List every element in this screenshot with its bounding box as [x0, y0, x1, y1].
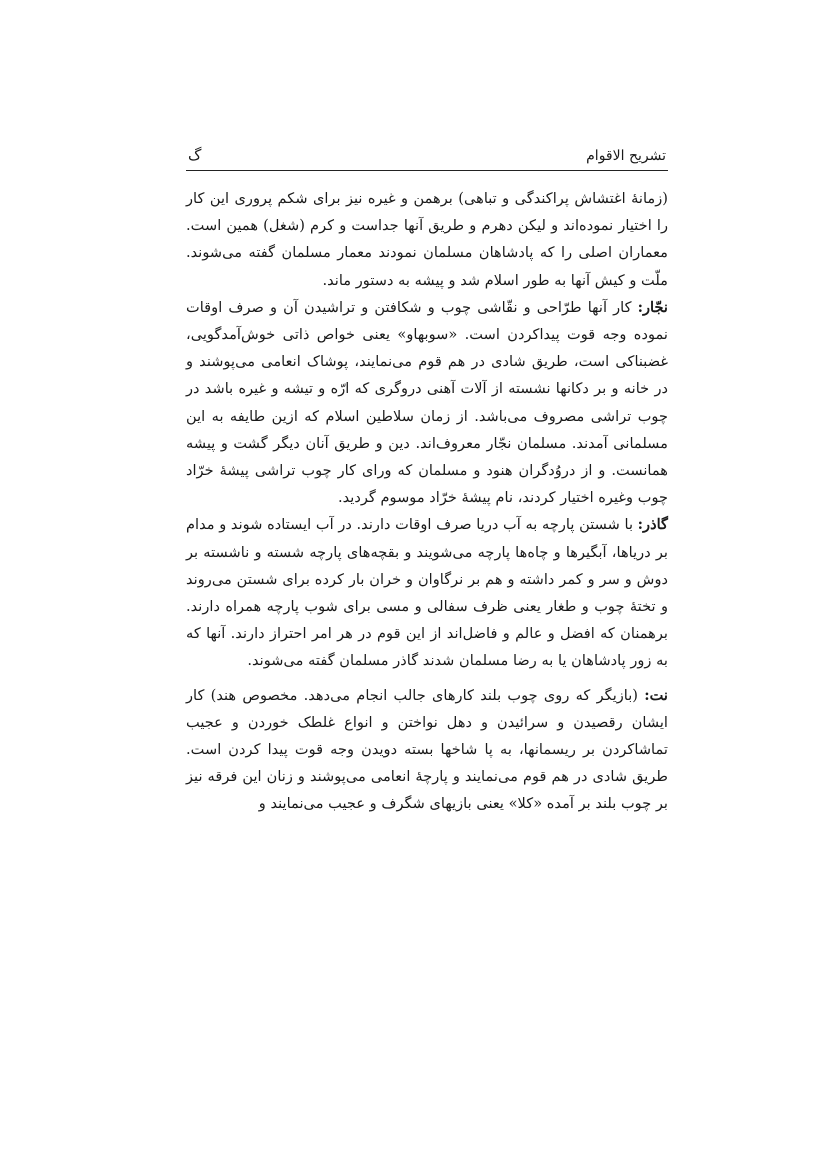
- page: [186, 146, 668, 818]
- entry-gazar: [186, 511, 668, 674]
- entry-term: گاذر:: [637, 516, 668, 534]
- paragraph-text: (زمانهٔ اغتشاش پراکندگی و تباهی) برهمن و غیره نیز برای شکم پروری این کار را اختیار نموده‌اند و لیکن دهرم و طریق آنها جداست و کرم (شغل) همین است. معماران اصلی را که پادشاهان مسلمان نمودند معمار مسلمان گفته می‌شوند. ملّت و کیش آنها به طور اسلام شد و پیشه به دستور ماند.: [186, 190, 668, 289]
- paragraph-intro: [186, 185, 668, 294]
- page-folio: گ: [188, 146, 202, 164]
- entry-text: با شستن پارچه به آب دریا صرف اوقات دارند. در آب ایستاده شوند و مدام بر دریاها، آبگیرها و چاه‌ها پارچه می‌شویند و بقچه‌های پارچه شسته و ناشسته بر دوش و سر و کمر داشته و هم بر نرگاوان و خران بار کرده برای شستن می‌روند و تختهٔ چوب و طغار یعنی ظرف سفالی و مسی برای شوب پارچه همراه دارند. برهمنان که افضل و عالم و فاضل‌اند از این قوم در هر امر احتراز دارند. آنها که به زور پادشاهان یا به رضا مسلمان شدند گاذر مسلمان گفته می‌شوند.: [186, 516, 668, 670]
- entry-term: نت:: [644, 686, 668, 704]
- entry-text: (بازیگر که روی چوب بلند کارهای جالب انجام می‌دهد. مخصوص هند) کار ایشان رقصیدن و سرائیدن و دهل نواختن و انواع غلطک خوردن و عجیب تماشاکردن بر ریسمانها، به پا شاخها بسته دویدن وجه قوت پیدا کردن است. طریق شادی در هم قوم می‌نمایند و پارچهٔ انعامی می‌پوشند و زنان این فرقه نیز بر چوب بلند بر آمده «کلا» یعنی بازیهای شگرف و عجیب می‌نمایند و: [186, 686, 668, 813]
- entry-text: کار آنها طرّاحی و نقّاشی چوب و شکافتن و تراشیدن آن و صرف اوقات نموده وجه قوت پیداکردن است. «سوبهاو» یعنی خواص ذاتی خوش‌آمدگویی، غضبناکی است، طریق شادی در هم قوم می‌نمایند، پوشاک انعامی می‌پوشند و در خانه و بر دکانها نشسته از آلات آهنی دروگری که ارّه و تیشه و غیره باشد در چوب تراشی مصروف می‌باشد. از زمان سلاطین اسلام که ازین طایفه به این مسلمانی آمدند. مسلمان نجّار معروف‌اند. دین و طریق آنان دیگر گشت و پیشه همانست. و از دروُدگران هنود و مسلمان که ورای کار چوب تراشی پیشهٔ خرّاد چوب وغیره اختیار کردند، نام پیشهٔ خرّاد موسوم گردید.: [186, 298, 668, 507]
- entry-nat: [186, 682, 668, 818]
- body-text: [186, 185, 668, 818]
- paragraph-gap: [186, 675, 668, 682]
- entry-term: نجّار:: [637, 298, 668, 316]
- running-header: [186, 146, 668, 171]
- running-title: تشریح الاقوام: [586, 148, 666, 164]
- entry-najjar: [186, 294, 668, 512]
